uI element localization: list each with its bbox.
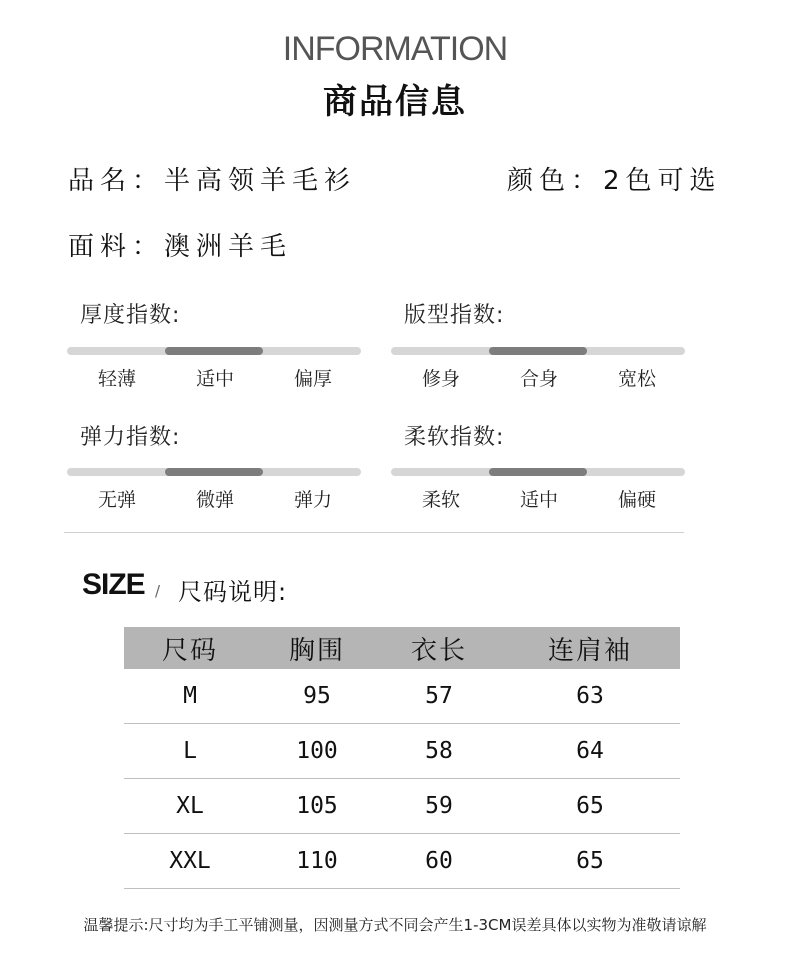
table-cell: 63 — [500, 669, 680, 724]
index-option: 适中 — [195, 368, 234, 390]
table-cell: 65 — [500, 834, 680, 889]
product-name-value: 半高领羊毛衫 — [164, 166, 357, 196]
column-header: 胸围 — [256, 627, 378, 669]
table-cell: 64 — [500, 724, 680, 779]
product-fabric-row — [68, 226, 292, 263]
table-cell: XXL — [124, 834, 256, 889]
table-cell: 105 — [256, 779, 378, 834]
size-title-english: SIZE — [82, 568, 145, 601]
product-name-row — [68, 160, 356, 197]
product-fabric-value: 澳洲羊毛 — [164, 232, 293, 262]
index-title-fit: 版型指数: — [404, 303, 505, 328]
index-option: 修身 — [421, 368, 460, 390]
index-title-softness: 柔软指数: — [404, 425, 505, 450]
table-row — [124, 724, 680, 779]
size-title-chinese: 尺码说明: — [178, 578, 288, 606]
table-cell: 110 — [256, 834, 378, 889]
index-option: 宽松 — [617, 368, 656, 390]
table-row — [124, 669, 680, 724]
index-option: 微弹 — [195, 489, 234, 511]
index-track-thickness — [67, 347, 361, 355]
size-table — [124, 627, 680, 889]
table-cell: 100 — [256, 724, 378, 779]
column-header: 尺码 — [124, 627, 256, 669]
index-track-elasticity — [67, 468, 361, 476]
size-table-header-row — [124, 627, 680, 669]
table-cell: L — [124, 724, 256, 779]
index-fill-elasticity — [165, 468, 263, 476]
table-cell: 60 — [378, 834, 500, 889]
index-option: 轻薄 — [97, 368, 136, 390]
table-row — [124, 834, 680, 889]
product-fabric-label: 面料： — [68, 232, 165, 262]
index-fill-fit — [489, 347, 587, 355]
table-cell: 57 — [378, 669, 500, 724]
index-option: 弹力 — [293, 489, 332, 511]
index-fill-thickness — [165, 347, 263, 355]
index-track-fit — [391, 347, 685, 355]
table-row — [124, 779, 680, 834]
index-track-softness — [391, 468, 685, 476]
index-option: 无弹 — [97, 489, 136, 511]
section-divider — [64, 532, 684, 533]
product-color-label: 颜色： — [507, 166, 604, 196]
product-color-value: 2色可选 — [603, 166, 722, 196]
product-name-label: 品名： — [68, 166, 165, 196]
table-cell: 58 — [378, 724, 500, 779]
index-title-thickness: 厚度指数: — [80, 303, 181, 328]
index-option: 柔软 — [421, 489, 460, 511]
index-option: 合身 — [519, 368, 558, 390]
index-option: 偏硬 — [617, 489, 656, 511]
title-english: INFORMATION — [282, 30, 508, 68]
index-option: 偏厚 — [293, 368, 332, 390]
size-title-slash: / — [155, 582, 161, 600]
table-cell: 65 — [500, 779, 680, 834]
table-cell: 59 — [378, 779, 500, 834]
index-fill-softness — [489, 468, 587, 476]
column-header: 连肩袖 — [500, 627, 680, 669]
index-option: 适中 — [519, 489, 558, 511]
table-cell: XL — [124, 779, 256, 834]
measurement-note: 温馨提示:尺寸均为手工平铺测量，因测量方式不同会产生1-3CM误差具体以实物为准敬请谅解 — [83, 916, 707, 934]
table-cell: 95 — [256, 669, 378, 724]
product-color-row — [507, 160, 722, 197]
index-title-elasticity: 弹力指数: — [80, 425, 181, 450]
table-cell: M — [124, 669, 256, 724]
column-header: 衣长 — [378, 627, 500, 669]
title-chinese: 商品信息 — [323, 82, 467, 122]
